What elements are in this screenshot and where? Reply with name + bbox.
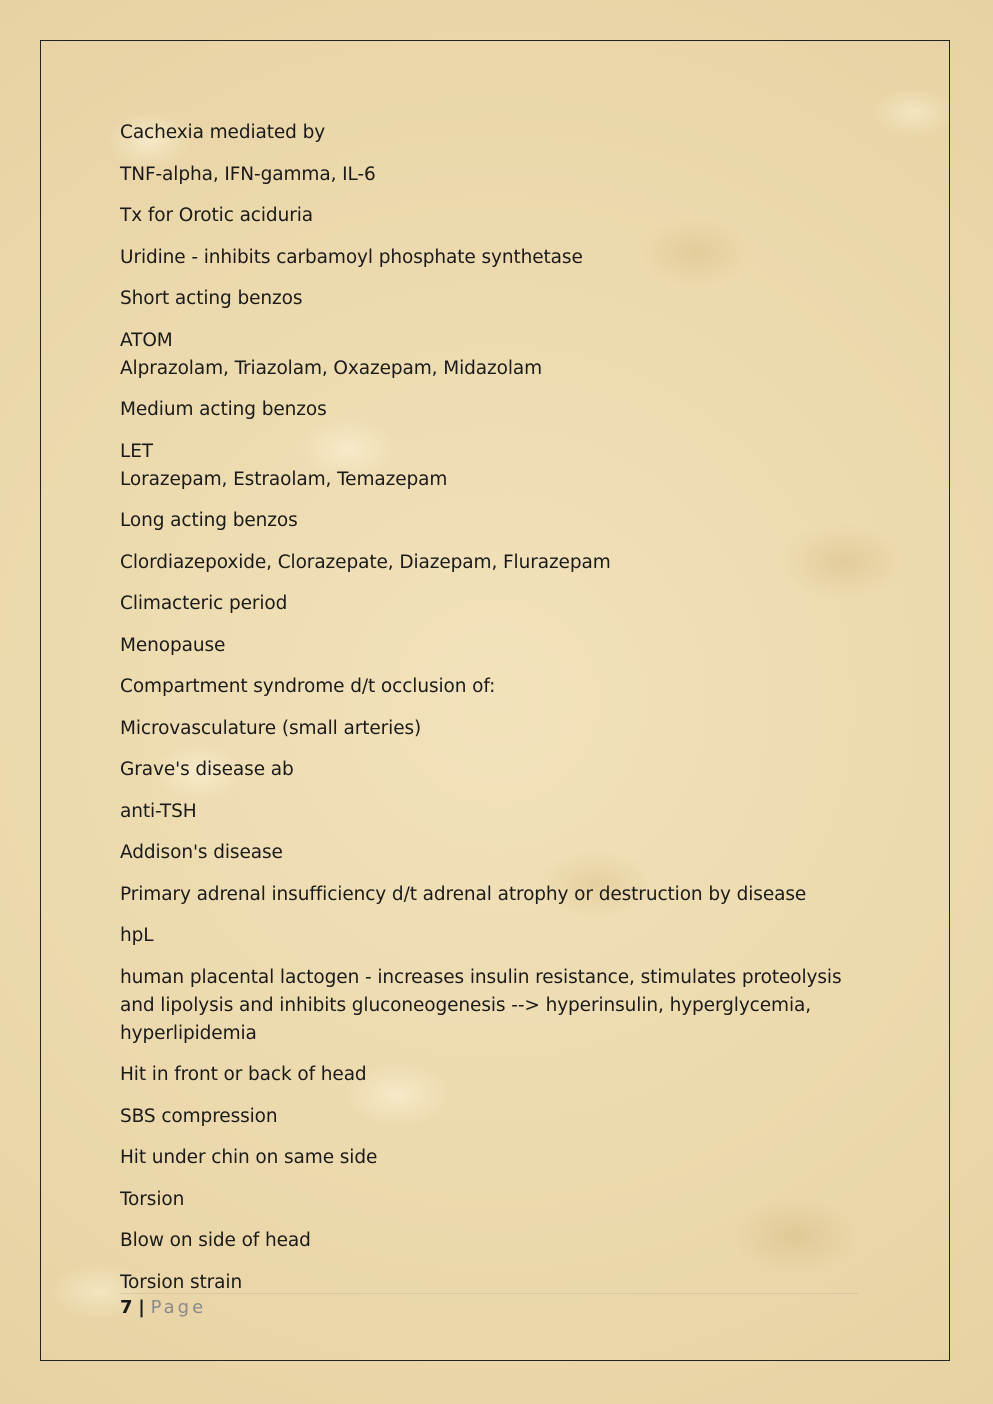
text-line: Uridine - inhibits carbamoyl phosphate synthetase [120,246,583,268]
text-line: Addison's disease [120,842,283,863]
footer-separator: | [138,1297,145,1318]
text-line: anti-TSH [120,800,197,822]
text-line: LET [120,440,153,462]
text-line: SBS compression [120,1105,278,1127]
text-line: Compartment syndrome d/t occlusion of: [120,676,496,697]
text-line: Medium acting benzos [120,399,327,420]
text-line: Primary adrenal insufficiency d/t adrenal atrophy or destruction by disease [120,883,807,905]
text-line: human placental lactogen - increases insulin resistance, stimulates proteolysis and lipolysis and inhibits gluconeogenesis --> hyperinsulin, hyperglycemia, hyperlipidemia [120,966,842,1044]
document-body [120,119,880,1310]
text-line: Hit under chin on same side [120,1147,378,1168]
text-line: Grave's disease ab [120,759,294,780]
text-line: Microvasculature (small arteries) [120,717,422,739]
text-line: Blow on side of head [120,1230,311,1251]
text-line: Tx for Orotic aciduria [120,205,313,226]
text-line: Cachexia mediated by [120,122,326,143]
page-footer [120,1293,858,1322]
text-line: Torsion strain [120,1271,243,1293]
text-line: Menopause [120,634,226,656]
text-line: Hit in front or back of head [120,1064,367,1085]
text-line: ATOM [120,329,173,351]
text-line: Lorazepam, Estraolam, Temazepam [120,468,448,490]
text-line: Short acting benzos [120,288,303,309]
text-line: Torsion [120,1188,185,1210]
text-line: Climacteric period [120,593,288,614]
text-line: Clordiazepoxide, Clorazepate, Diazepam, Flurazepam [120,551,611,573]
page-number: 7 [120,1297,133,1318]
text-line: Alprazolam, Triazolam, Oxazepam, Midazolam [120,357,543,379]
text-line: hpL [120,925,154,946]
text-line: TNF-alpha, IFN-gamma, IL-6 [120,163,376,185]
page-label: Page [150,1297,207,1318]
text-line: Long acting benzos [120,510,298,531]
